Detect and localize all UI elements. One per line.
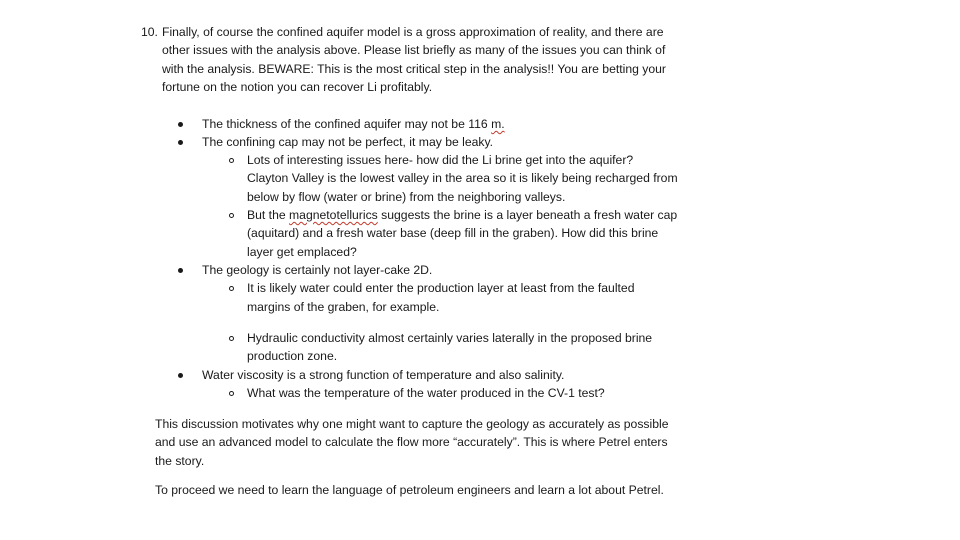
question-text-line: Finally, of course the confined aquifer model is a gross approximation of reality, and there are bbox=[162, 25, 664, 39]
sub-item-text-line: It is likely water could enter the production layer at least from the faulted bbox=[247, 281, 635, 295]
question-text-line: with the analysis. BEWARE: This is the most critical step in the analysis!! You are betting your bbox=[162, 62, 666, 76]
sub-item-text-line: below by flow (water or brine) from the neighboring valleys. bbox=[247, 190, 566, 204]
sub-item-text-line: Lots of interesting issues here- how did the Li brine get into the aquifer? bbox=[247, 153, 634, 167]
discussion-text-line: This discussion motivates why one might want to capture the geology as accurately as possible bbox=[155, 417, 669, 431]
sub-bullet-icon bbox=[229, 391, 234, 396]
bullet-icon bbox=[178, 122, 183, 127]
sub-bullet-icon bbox=[229, 286, 234, 291]
bullet-item-geology: The geology is certainly not layer-cake 2D. bbox=[202, 263, 433, 277]
spelling-flagged-text: magnetotellurics bbox=[289, 208, 378, 222]
bullet-text: The thickness of the confined aquifer may not be 116 bbox=[202, 117, 492, 131]
question-text-line: other issues with the analysis above. Please list briefly as many of the issues you can think of bbox=[162, 43, 666, 57]
sub-item-text-line: (aquitard) and a fresh water base (deep fill in the graben). How did this brine bbox=[247, 226, 659, 240]
sub-item-text-line bbox=[247, 206, 677, 224]
bullet-icon bbox=[178, 268, 183, 273]
sub-item-text-line: Hydraulic conductivity almost certainly varies laterally in the proposed brine bbox=[247, 331, 653, 345]
discussion-text-line: and use an advanced model to calculate the flow more “accurately”. This is where Petrel enters bbox=[155, 435, 668, 449]
sub-item-text: suggests the brine is a layer beneath a fresh water cap bbox=[377, 208, 678, 222]
bullet-icon bbox=[178, 140, 183, 145]
sub-item-text-line: layer get emplaced? bbox=[247, 245, 357, 259]
question-text-line: fortune on the notion you can recover Li profitably. bbox=[162, 80, 433, 94]
sub-bullet-icon bbox=[229, 158, 234, 163]
sub-item-text-line: production zone. bbox=[247, 349, 338, 363]
question-number: 10. bbox=[141, 25, 158, 39]
sub-item-text-line: margins of the graben, for example. bbox=[247, 300, 440, 314]
closing-text: To proceed we need to learn the language of petroleum engineers and learn a lot about Petrel. bbox=[155, 483, 664, 497]
discussion-text-line: the story. bbox=[155, 454, 205, 468]
sub-item-text-line: What was the temperature of the water produced in the CV-1 test? bbox=[247, 386, 605, 400]
bullet-item-viscosity: Water viscosity is a strong function of temperature and also salinity. bbox=[202, 368, 565, 382]
bullet-item-thickness bbox=[202, 115, 505, 133]
spelling-flagged-text: m. bbox=[491, 117, 505, 131]
sub-bullet-icon bbox=[229, 213, 234, 218]
sub-item-text-line: Clayton Valley is the lowest valley in the area so it is likely being recharged from bbox=[247, 171, 678, 185]
bullet-icon bbox=[178, 373, 183, 378]
bullet-item-confining-cap: The confining cap may not be perfect, it may be leaky. bbox=[202, 135, 494, 149]
sub-bullet-icon bbox=[229, 336, 234, 341]
sub-item-text: But the bbox=[247, 208, 290, 222]
